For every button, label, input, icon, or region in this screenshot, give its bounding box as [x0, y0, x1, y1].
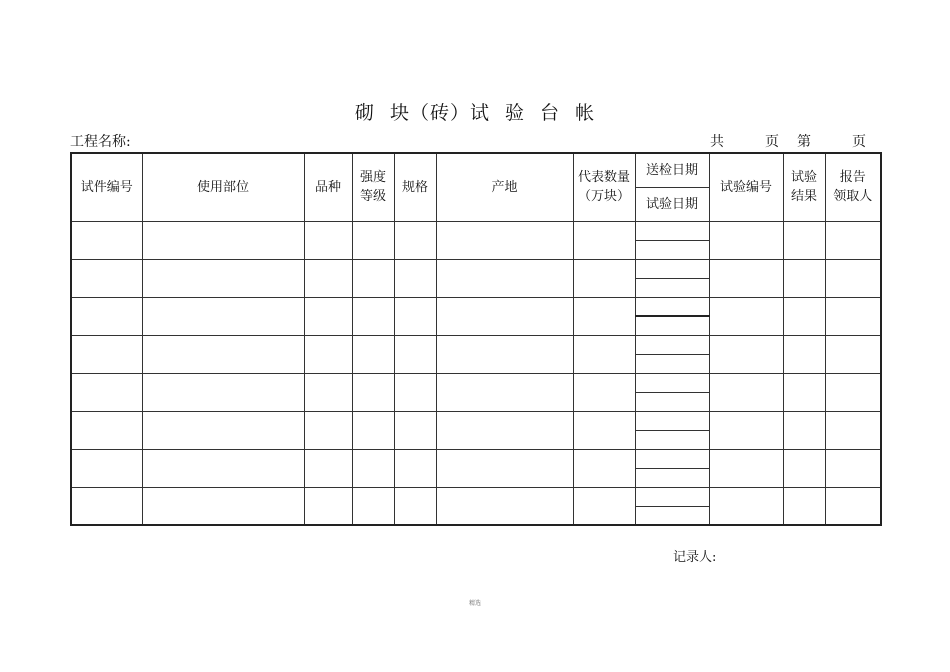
- header-origin: 产地: [436, 153, 573, 221]
- page-unit-total: 页: [765, 134, 779, 150]
- test-date-cell[interactable]: [635, 278, 709, 297]
- page-title: 砌 块（砖）试 验 台 帐: [354, 102, 596, 124]
- test-date-cell[interactable]: [635, 392, 709, 411]
- submit-date-cell[interactable]: [635, 259, 709, 278]
- submit-date-cell[interactable]: [635, 297, 709, 316]
- header-submit-date: 送检日期: [635, 153, 709, 187]
- submit-date-cell[interactable]: [635, 487, 709, 506]
- submit-date-cell[interactable]: [635, 449, 709, 468]
- table-row: [71, 221, 881, 240]
- submit-date-cell[interactable]: [635, 335, 709, 354]
- page-unit-current: 页: [852, 134, 866, 150]
- table-row: [71, 449, 881, 468]
- test-date-cell[interactable]: [635, 468, 709, 487]
- header-receiver: 报告 领取人: [825, 153, 881, 221]
- recorder-label: 记录人:: [673, 550, 717, 565]
- header-sample-no: 试件编号: [71, 153, 142, 221]
- header-location: 使用部位: [142, 153, 304, 221]
- submit-date-cell[interactable]: [635, 221, 709, 240]
- header-quantity: 代表数量 （万块）: [573, 153, 635, 221]
- header-strength: 强度 等级: [352, 153, 394, 221]
- header-variety: 品种: [304, 153, 352, 221]
- table-row: [71, 487, 881, 506]
- project-name-label: 工程名称:: [70, 134, 131, 150]
- submit-date-cell[interactable]: [635, 373, 709, 392]
- table-row: [71, 373, 881, 392]
- table-row: [71, 259, 881, 278]
- test-date-cell[interactable]: [635, 316, 709, 335]
- test-date-cell[interactable]: [635, 506, 709, 525]
- header-test-date: 试验日期: [635, 187, 709, 221]
- table-row: [71, 411, 881, 430]
- header-spec: 规格: [394, 153, 436, 221]
- submit-date-cell[interactable]: [635, 411, 709, 430]
- header-row-top: [71, 153, 881, 187]
- table-row: [71, 335, 881, 354]
- test-date-cell[interactable]: [635, 430, 709, 449]
- test-ledger-table: [70, 152, 882, 526]
- test-date-cell[interactable]: [635, 240, 709, 259]
- footer-text: 精选: [468, 600, 481, 607]
- header-test-no: 试验编号: [709, 153, 783, 221]
- header-result: 试验 结果: [783, 153, 825, 221]
- total-prefix: 共: [710, 134, 724, 150]
- table-row: [71, 297, 881, 316]
- current-prefix: 第: [797, 134, 811, 150]
- test-date-cell[interactable]: [635, 354, 709, 373]
